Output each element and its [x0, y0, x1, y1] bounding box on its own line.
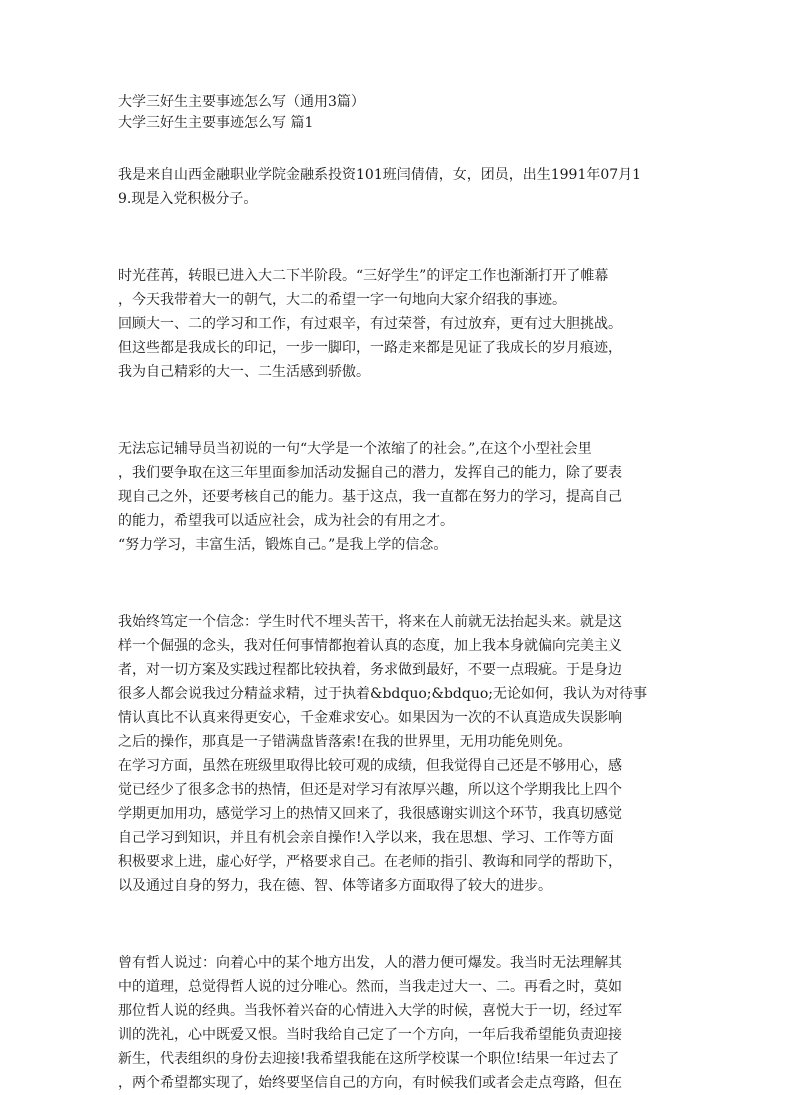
text-line: 学期更加用功，感觉学习上的热情又回来了，我很感谢实训这个环节，我真切感觉: [118, 806, 622, 822]
text-line: 训的洗礼，心中既爱又恨。当时我给自己定了一个方向，一年后我希望能负责迎接: [118, 1027, 622, 1043]
text-line: 现自己之外，还要考核自己的能力。基于这点，我一直都在努力的学习，提高自己: [118, 489, 622, 505]
text-line: 那位哲人说的经典。当我怀着兴奋的心情进入大学的时候，喜悦大于一切，经过军: [118, 1003, 622, 1019]
text-line: 觉已经少了很多念书的热情，但还是对学习有浓厚兴趣，所以这个学期我比上四个: [118, 782, 622, 798]
spacer: [118, 557, 688, 610]
text-line: 9.现是入党积极分子。: [118, 191, 258, 207]
text-line: 时光荏苒，转眼已进入大二下半阶段。“三好学生”的评定工作也渐渐打开了帷幕: [118, 268, 609, 284]
spacer: [118, 134, 688, 163]
paragraph-4: [118, 610, 688, 898]
text-line: 者，对一切方案及实践过程都比较执着，务求做到最好，不要一点瑕疵。于是身边: [118, 662, 622, 678]
text-line: 但这些都是我成长的印记，一步一脚印，一路走来都是见证了我成长的岁月痕迹，: [118, 340, 622, 356]
text-line: 之后的操作，那真是一子错满盘皆落索!在我的世界里，无用功能免则免。: [118, 734, 572, 750]
text-line: 在学习方面，虽然在班级里取得比较可观的成绩，但我觉得自己还是不够用心，感: [118, 758, 622, 774]
text-line: 样一个倔强的念头，我对任何事情都抱着认真的态度，加上我本身就偏向完美主义: [118, 638, 622, 654]
text-line: 曾有哲人说过：向着心中的某个地方出发，人的潜力便可爆发。我当时无法理解其: [118, 955, 622, 971]
text-line: 无法忘记辅导员当初说的一句“大学是一个浓缩了的社会。”,在这个小型社会里: [118, 441, 592, 457]
text-line: ，两个希望都实现了，始终要坚信自己的方向，有时候我们或者会走点弯路，但在: [118, 1075, 622, 1091]
spacer: [118, 211, 688, 264]
document-subtitle: 大学三好生主要事迹怎么写 篇1: [118, 115, 314, 131]
text-line: 情认真比不认真来得更安心，千金难求安心。如果因为一次的不认真造成失误影响: [118, 710, 622, 726]
document-page: [118, 92, 688, 1095]
text-line: ，今天我带着大一的朝气，大二的希望一字一句地向大家介绍我的事迹。: [118, 292, 566, 308]
paragraph-3: [118, 437, 688, 557]
text-line: 我始终笃定一个信念：学生时代不埋头苦干，将来在人前就无法抬起头来。就是这: [118, 614, 622, 630]
text-line: 回顾大一、二的学习和工作，有过艰辛，有过荣誉，有过放弃，更有过大胆挑战。: [118, 316, 622, 332]
text-line: 新生，代表组织的身份去迎接!我希望我能在这所学校谋一个职位!结果一年过去了: [118, 1051, 620, 1067]
text-line: 自己学习到知识，并且有机会亲自操作!入学以来，我在思想、学习、工作等方面: [118, 830, 614, 846]
paragraph-5: [118, 951, 688, 1095]
text-line: 以及通过自身的努力，我在德、智、体等诸多方面取得了较大的进步。: [118, 878, 552, 894]
text-line: 中的道理，总觉得哲人说的过分唯心。然而，当我走过大一、二。再看之时，莫如: [118, 979, 622, 995]
spacer: [118, 898, 688, 951]
text-line: “努力学习，丰富生活，锻炼自己。”是我上学的信念。: [118, 537, 448, 553]
paragraph-1: [118, 163, 688, 211]
document-title: 大学三好生主要事迹怎么写（通用3篇）: [118, 94, 365, 110]
text-line: 很多人都会说我过分精益求精，过于执着&bdquo;&bdquo;无论如何，我认为对待事: [118, 686, 648, 702]
text-line: 积极要求上进，虚心好学，严格要求自己。在老师的指引、教诲和同学的帮助下，: [118, 854, 622, 870]
spacer: [118, 384, 688, 437]
text-line: ，我们要争取在这三年里面参加活动发掘自己的潜力，发挥自己的能力，除了要表: [118, 465, 622, 481]
text-line: 我为自己精彩的大一、二生活感到骄傲。: [118, 364, 370, 380]
paragraph-2: [118, 264, 688, 384]
text-line: 的能力，希望我可以适应社会，成为社会的有用之才。: [118, 513, 454, 529]
text-line: 我是来自山西金融职业学院金融系投资101班闫倩倩，女，团员，出生1991年07月1: [118, 167, 642, 183]
